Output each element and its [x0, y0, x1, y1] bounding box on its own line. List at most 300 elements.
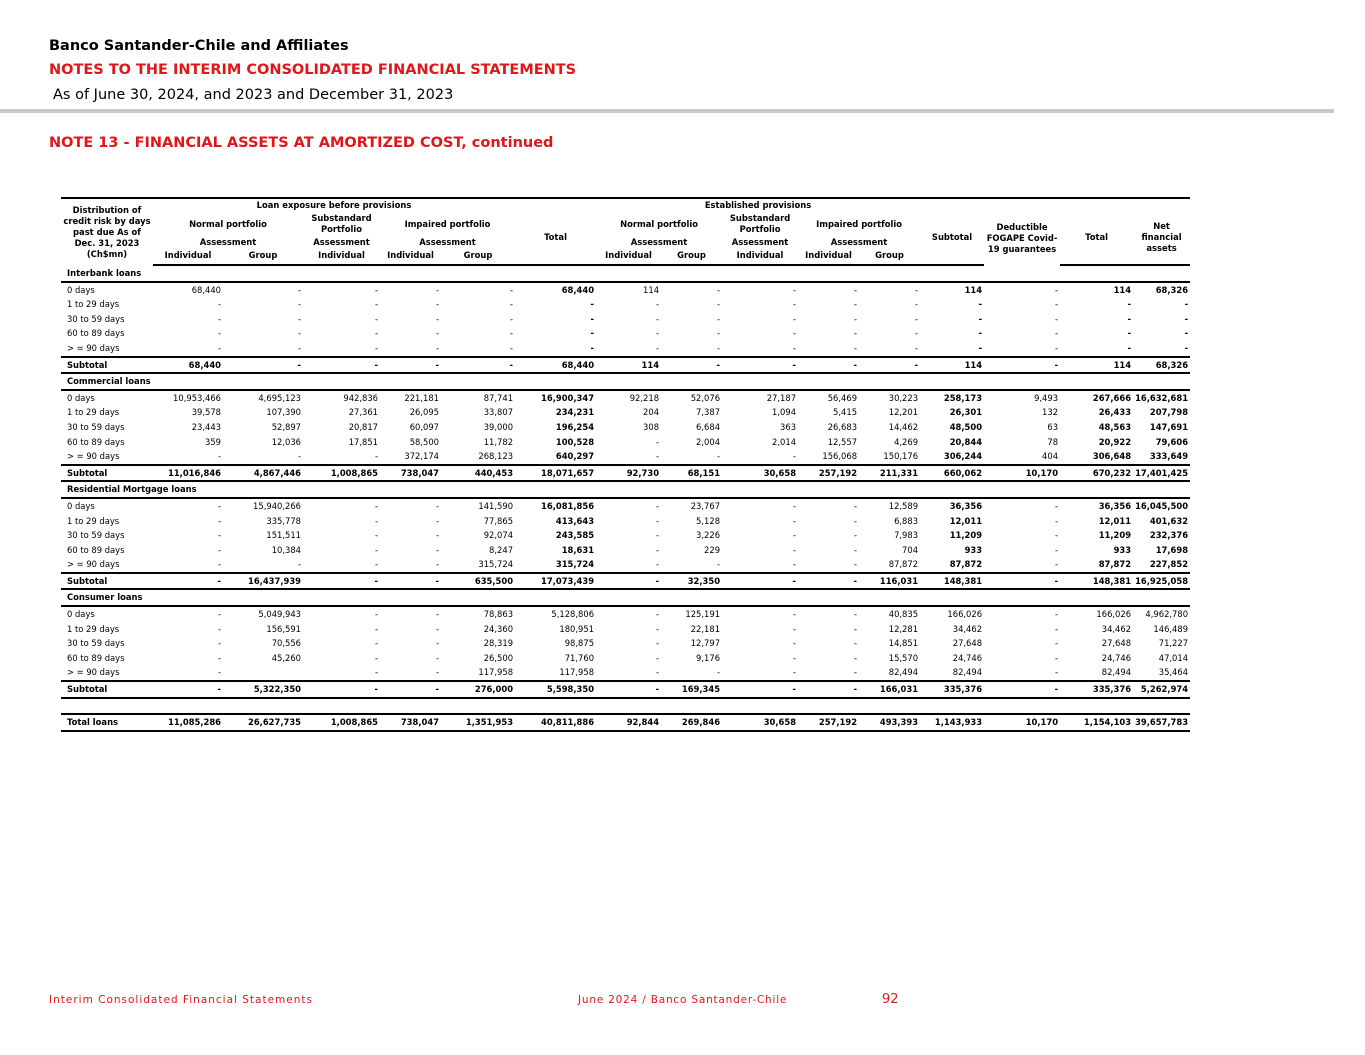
cell-value: 12,281 [888, 623, 919, 634]
header-loan-exposure: Loan exposure before provisions [153, 198, 515, 212]
cell-value: 33,807 [483, 407, 514, 418]
section-header [61, 589, 1190, 606]
period-subtitle: As of June 30, 2024, and 2023 and December 31, 2023 [53, 87, 454, 103]
row-label: 1 to 29 days [67, 407, 120, 418]
cell-value: - [303, 573, 380, 590]
cell-value: 933 [1113, 544, 1132, 555]
header-prov-substandard: Substandard Portfolio [729, 213, 791, 234]
cell-value: - [1184, 328, 1189, 339]
cell-value: - [217, 515, 221, 526]
cell-value: - [656, 328, 660, 339]
cell-value: 36,356 [949, 500, 983, 511]
cell-value: - [590, 313, 595, 324]
cell-value: 87,872 [949, 559, 983, 570]
cell-value: - [435, 559, 439, 570]
row-label: 60 to 89 days [67, 328, 125, 339]
cell-value: 6,684 [696, 421, 721, 432]
cell-value: - [303, 681, 380, 698]
header-assessment: Assessment [419, 237, 476, 247]
cell-value: 71,760 [564, 652, 595, 663]
cell-value: 372,174 [404, 451, 439, 462]
cell-value: - [510, 299, 514, 310]
cell-value: - [297, 313, 301, 324]
cell-value: - [374, 544, 378, 555]
cell-value: - [1127, 313, 1132, 324]
cell-value: - [374, 284, 378, 295]
cell-value: 738,047 [380, 465, 441, 482]
cell-value: 68,326 [1155, 284, 1189, 295]
cell-value: - [153, 681, 223, 698]
cell-value: 98,875 [564, 638, 595, 649]
cell-value: - [297, 342, 301, 353]
cell-value: 11,085,286 [153, 714, 223, 731]
cell-value: - [435, 299, 439, 310]
cell-value: 24,746 [952, 652, 983, 663]
row-label: 30 to 59 days [67, 313, 125, 324]
cell-value: 11,782 [483, 436, 514, 447]
table-row [61, 390, 1190, 406]
cell-value: - [915, 342, 919, 353]
header-group: Group [677, 250, 706, 260]
cell-value: 14,462 [888, 421, 919, 432]
row-label: 60 to 89 days [67, 652, 125, 663]
table-row [61, 405, 1190, 420]
cell-value: - [297, 299, 301, 310]
cell-value: 221,181 [404, 392, 439, 403]
cell-value: 243,585 [555, 530, 595, 541]
row-label: Total loans [61, 714, 153, 731]
row-label: 1 to 29 days [67, 515, 120, 526]
cell-value: 942,836 [343, 392, 378, 403]
cell-value: 68,440 [191, 284, 221, 295]
cell-value: - [915, 299, 919, 310]
cell-value: - [854, 284, 858, 295]
cell-value: 68,440 [561, 284, 595, 295]
cell-value: - [793, 652, 797, 663]
cell-value: - [374, 638, 378, 649]
section-header [61, 481, 1190, 498]
table-row [61, 528, 1190, 543]
cell-value: 30,223 [888, 392, 919, 403]
cell-value: 207,798 [1149, 407, 1189, 418]
cell-value: 11,209 [1098, 530, 1132, 541]
table-row [61, 557, 1190, 573]
cell-value: - [435, 515, 439, 526]
cell-value: - [984, 681, 1060, 698]
cell-value: - [717, 451, 721, 462]
cell-value: 125,191 [685, 609, 721, 620]
header-individual: Individual [736, 250, 784, 260]
cell-value: 148,381 [920, 573, 984, 590]
cell-value: - [153, 573, 223, 590]
cell-value: 234,231 [555, 407, 595, 418]
cell-value: - [1184, 313, 1189, 324]
cell-value: - [793, 559, 797, 570]
cell-value: - [297, 284, 301, 295]
cell-value: 32,350 [661, 573, 722, 590]
row-label: Subtotal [61, 681, 153, 698]
cell-value: - [217, 638, 221, 649]
cell-value: - [510, 342, 514, 353]
cell-value: - [722, 573, 798, 590]
cell-value: 116,031 [859, 573, 920, 590]
cell-value: 7,983 [894, 530, 919, 541]
cell-value: 79,606 [1155, 436, 1189, 447]
cell-value: 156,591 [266, 623, 301, 634]
cell-value: 17,851 [348, 436, 378, 447]
cell-value: - [717, 313, 721, 324]
cell-value: 16,900,347 [541, 392, 595, 403]
cell-value: 12,557 [827, 436, 858, 447]
cell-value: - [435, 284, 439, 295]
table-row [61, 282, 1190, 298]
cell-value: 20,922 [1098, 436, 1132, 447]
cell-value: 18,631 [561, 544, 595, 555]
cell-value: 4,867,446 [223, 465, 303, 482]
cell-value: 60,097 [409, 421, 439, 432]
cell-value: - [1055, 638, 1059, 649]
cell-value: - [854, 313, 858, 324]
cell-value: - [793, 299, 797, 310]
cell-value: - [217, 609, 221, 620]
cell-value: 335,376 [1060, 681, 1133, 698]
cell-value: 738,047 [380, 714, 441, 731]
cell-value: 146,489 [1153, 623, 1189, 634]
cell-value: - [590, 299, 595, 310]
cell-value: 211,331 [859, 465, 920, 482]
cell-value: 24,360 [483, 623, 514, 634]
cell-value: 315,724 [555, 559, 595, 570]
section-title: Residential Mortgage loans [61, 481, 1190, 498]
cell-value: - [722, 681, 798, 698]
cell-value: - [435, 530, 439, 541]
cell-value: - [1055, 652, 1059, 663]
cell-value: 40,811,886 [515, 714, 596, 731]
cell-value: 12,589 [888, 500, 919, 511]
cell-value: - [435, 609, 439, 620]
cell-value: - [303, 357, 380, 374]
cell-value: - [722, 357, 798, 374]
cell-value: 147,691 [1149, 421, 1189, 432]
cell-value: 269,846 [661, 714, 722, 731]
cell-value: - [374, 530, 378, 541]
cell-value: - [656, 530, 660, 541]
cell-value: 48,563 [1098, 421, 1132, 432]
cell-value: - [854, 544, 858, 555]
cell-value: 68,440 [153, 357, 223, 374]
cell-value: - [217, 623, 221, 634]
section-header [61, 265, 1190, 282]
cell-value: 82,494 [1101, 667, 1132, 678]
credit-risk-table [61, 197, 1190, 732]
cell-value: - [435, 623, 439, 634]
cell-value: - [717, 284, 721, 295]
cell-value: - [1055, 342, 1059, 353]
cell-value: - [793, 313, 797, 324]
cell-value: - [793, 500, 797, 511]
cell-value: 166,026 [947, 609, 983, 620]
row-label: 0 days [67, 284, 95, 295]
cell-value: - [1055, 559, 1059, 570]
row-label: Subtotal [61, 465, 153, 482]
cell-value: 141,590 [478, 500, 514, 511]
cell-value: 10,953,466 [173, 392, 221, 403]
cell-value: - [217, 328, 221, 339]
cell-value: - [793, 638, 797, 649]
cell-value: 4,695,123 [258, 392, 301, 403]
cell-value: - [661, 357, 722, 374]
subtotal-row [61, 465, 1190, 482]
table-row [61, 665, 1190, 681]
header-individual: Individual [318, 250, 365, 260]
cell-value: - [374, 313, 378, 324]
cell-value: - [217, 652, 221, 663]
cell-value: - [793, 328, 797, 339]
cell-value: 27,648 [1101, 638, 1132, 649]
cell-value: - [217, 544, 221, 555]
cell-value: - [1184, 342, 1189, 353]
cell-value: 17,698 [1155, 544, 1189, 555]
cell-value: 1,154,103 [1060, 714, 1133, 731]
cell-value: 16,437,939 [223, 573, 303, 590]
cell-value: 3,226 [696, 530, 721, 541]
cell-value: 27,187 [766, 392, 797, 403]
cell-value: - [435, 342, 439, 353]
cell-value: - [217, 299, 221, 310]
cell-value: 12,011 [1098, 515, 1132, 526]
cell-value: 114 [964, 284, 983, 295]
cell-value: 151,511 [266, 530, 301, 541]
table-row [61, 498, 1190, 514]
cell-value: - [717, 667, 721, 678]
cell-value: 1,143,933 [920, 714, 984, 731]
cell-value: 17,401,425 [1133, 465, 1190, 482]
cell-value: - [1184, 299, 1189, 310]
document-title: NOTES TO THE INTERIM CONSOLIDATED FINANCIAL STATEMENTS [49, 62, 577, 78]
row-label: 30 to 59 days [67, 530, 125, 541]
cell-value: - [1055, 500, 1059, 511]
cell-value: 114 [1113, 284, 1132, 295]
cell-value: 16,045,500 [1135, 500, 1189, 511]
header-individual: Individual [387, 250, 434, 260]
cell-value: - [978, 313, 983, 324]
cell-value: - [717, 559, 721, 570]
cell-value: - [915, 313, 919, 324]
cell-value: 227,852 [1149, 559, 1189, 570]
cell-value: 5,598,350 [515, 681, 596, 698]
cell-value: - [798, 573, 859, 590]
cell-value: 107,390 [266, 407, 301, 418]
cell-value: - [656, 652, 660, 663]
cell-value: - [793, 451, 797, 462]
cell-value: 14,851 [888, 638, 919, 649]
header-assessment: Assessment [830, 237, 888, 247]
header-prov-normal-portfolio: Normal portfolio [620, 218, 698, 229]
header-distribution: Distribution of credit risk by days past due As of Dec. 31, 2023 (Ch$mn) [61, 198, 153, 265]
cell-value: - [656, 299, 660, 310]
cell-value: 8,247 [489, 544, 514, 555]
cell-value: - [435, 544, 439, 555]
cell-value: 26,683 [827, 421, 858, 432]
cell-value: 9,176 [696, 652, 721, 663]
cell-value: 232,376 [1149, 530, 1189, 541]
cell-value: 12,036 [271, 436, 301, 447]
row-label: 0 days [67, 392, 95, 403]
table-row [61, 326, 1190, 341]
cell-value: - [510, 284, 514, 295]
cell-value: - [1055, 667, 1059, 678]
cell-value: 5,128,806 [551, 609, 595, 620]
cell-value: 30,658 [722, 714, 798, 731]
cell-value: 306,244 [943, 451, 983, 462]
cell-value: - [717, 328, 721, 339]
row-label: 30 to 59 days [67, 421, 125, 432]
cell-value: - [590, 342, 595, 353]
cell-value: 156,068 [822, 451, 858, 462]
cell-value: - [915, 284, 919, 295]
cell-value: 39,657,783 [1133, 714, 1190, 731]
row-label: 0 days [67, 609, 95, 620]
cell-value: 26,627,735 [223, 714, 303, 731]
cell-value: - [1127, 328, 1132, 339]
cell-value: 315,724 [478, 559, 514, 570]
cell-value: 15,570 [888, 652, 919, 663]
cell-value: 117,958 [559, 667, 595, 678]
section-title: Consumer loans [61, 589, 1190, 606]
cell-value: 4,962,780 [1145, 609, 1189, 620]
header-individual: Individual [605, 250, 652, 260]
cell-value: - [217, 500, 221, 511]
cell-value: 166,031 [859, 681, 920, 698]
header-assessment: Assessment [199, 237, 257, 247]
cell-value: - [1055, 284, 1059, 295]
cell-value: 5,262,974 [1133, 681, 1190, 698]
cell-value: - [1127, 342, 1132, 353]
section-header [61, 373, 1190, 390]
cell-value: - [854, 515, 858, 526]
header-established-provisions: Established provisions [596, 198, 920, 212]
cell-value: - [1055, 313, 1059, 324]
cell-value: 440,453 [441, 465, 515, 482]
cell-value: - [656, 500, 660, 511]
cell-value: - [854, 500, 858, 511]
company-name: Banco Santander-Chile and Affiliates [49, 38, 349, 54]
cell-value: 2,014 [772, 436, 797, 447]
cell-value: 20,817 [348, 421, 378, 432]
cell-value: - [854, 667, 858, 678]
cell-value: 92,074 [483, 530, 514, 541]
row-label: Subtotal [61, 573, 153, 590]
table-row [61, 435, 1190, 450]
cell-value: - [374, 451, 378, 462]
cell-value: 87,741 [483, 392, 514, 403]
cell-value: 117,958 [478, 667, 514, 678]
cell-value: 34,462 [952, 623, 983, 634]
cell-value: 23,443 [191, 421, 221, 432]
cell-value: 6,883 [894, 515, 919, 526]
cell-value: - [656, 451, 660, 462]
table-header [61, 198, 1190, 265]
section-title: Commercial loans [61, 373, 1190, 390]
cell-value: 670,232 [1060, 465, 1133, 482]
table-row [61, 636, 1190, 651]
header-assessment: Assessment [313, 237, 370, 247]
cell-value: - [596, 573, 661, 590]
cell-value: - [374, 652, 378, 663]
cell-value: 5,415 [833, 407, 858, 418]
cell-value: - [1055, 623, 1059, 634]
cell-value: - [793, 609, 797, 620]
row-label: > = 90 days [67, 342, 120, 353]
cell-value: 82,494 [888, 667, 919, 678]
section-title: Interbank loans [61, 265, 1190, 282]
cell-value: 77,865 [483, 515, 514, 526]
cell-value: 68,151 [661, 465, 722, 482]
cell-value: 413,643 [555, 515, 595, 526]
cell-value: 10,384 [271, 544, 301, 555]
row-label: 60 to 89 days [67, 544, 125, 555]
cell-value: - [656, 559, 660, 570]
header-assessment: Assessment [731, 237, 789, 247]
cell-value: 36,356 [1098, 500, 1132, 511]
cell-value: 5,049,943 [258, 609, 301, 620]
cell-value: 204 [643, 407, 660, 418]
cell-value: - [978, 299, 983, 310]
cell-value: - [854, 638, 858, 649]
cell-value: - [435, 500, 439, 511]
cell-value: - [1055, 530, 1059, 541]
table-row [61, 420, 1190, 435]
cell-value: - [223, 357, 303, 374]
cell-value: - [217, 342, 221, 353]
cell-value: - [798, 357, 859, 374]
cell-value: - [374, 342, 378, 353]
cell-value: - [859, 357, 920, 374]
header-total: Total [544, 231, 567, 242]
header-impaired: Impaired portfolio [404, 218, 491, 229]
cell-value: 640,297 [555, 451, 595, 462]
cell-value: - [435, 313, 439, 324]
cell-value: - [297, 451, 301, 462]
cell-value: - [435, 652, 439, 663]
cell-value: 45,260 [271, 652, 301, 663]
header-group: Group [463, 250, 493, 260]
total-row [61, 714, 1190, 731]
cell-value: 333,649 [1149, 451, 1189, 462]
cell-value: 52,897 [271, 421, 301, 432]
cell-value: 87,872 [1098, 559, 1132, 570]
cell-value: 2,004 [696, 436, 721, 447]
cell-value: - [297, 559, 301, 570]
cell-value: 27,361 [348, 407, 378, 418]
cell-value: 26,095 [409, 407, 439, 418]
cell-value: - [656, 313, 660, 324]
table-row [61, 297, 1190, 312]
table-row [61, 606, 1190, 622]
row-label: > = 90 days [67, 451, 120, 462]
row-label: > = 90 days [67, 559, 120, 570]
row-label: Subtotal [61, 357, 153, 374]
cell-value: - [793, 284, 797, 295]
cell-value: 4,269 [894, 436, 919, 447]
table-row [61, 514, 1190, 529]
cell-value: - [854, 299, 858, 310]
table-row [61, 543, 1190, 558]
header-divider [0, 109, 1334, 113]
cell-value: - [656, 623, 660, 634]
cell-value: 39,578 [191, 407, 221, 418]
cell-value: - [1055, 609, 1059, 620]
